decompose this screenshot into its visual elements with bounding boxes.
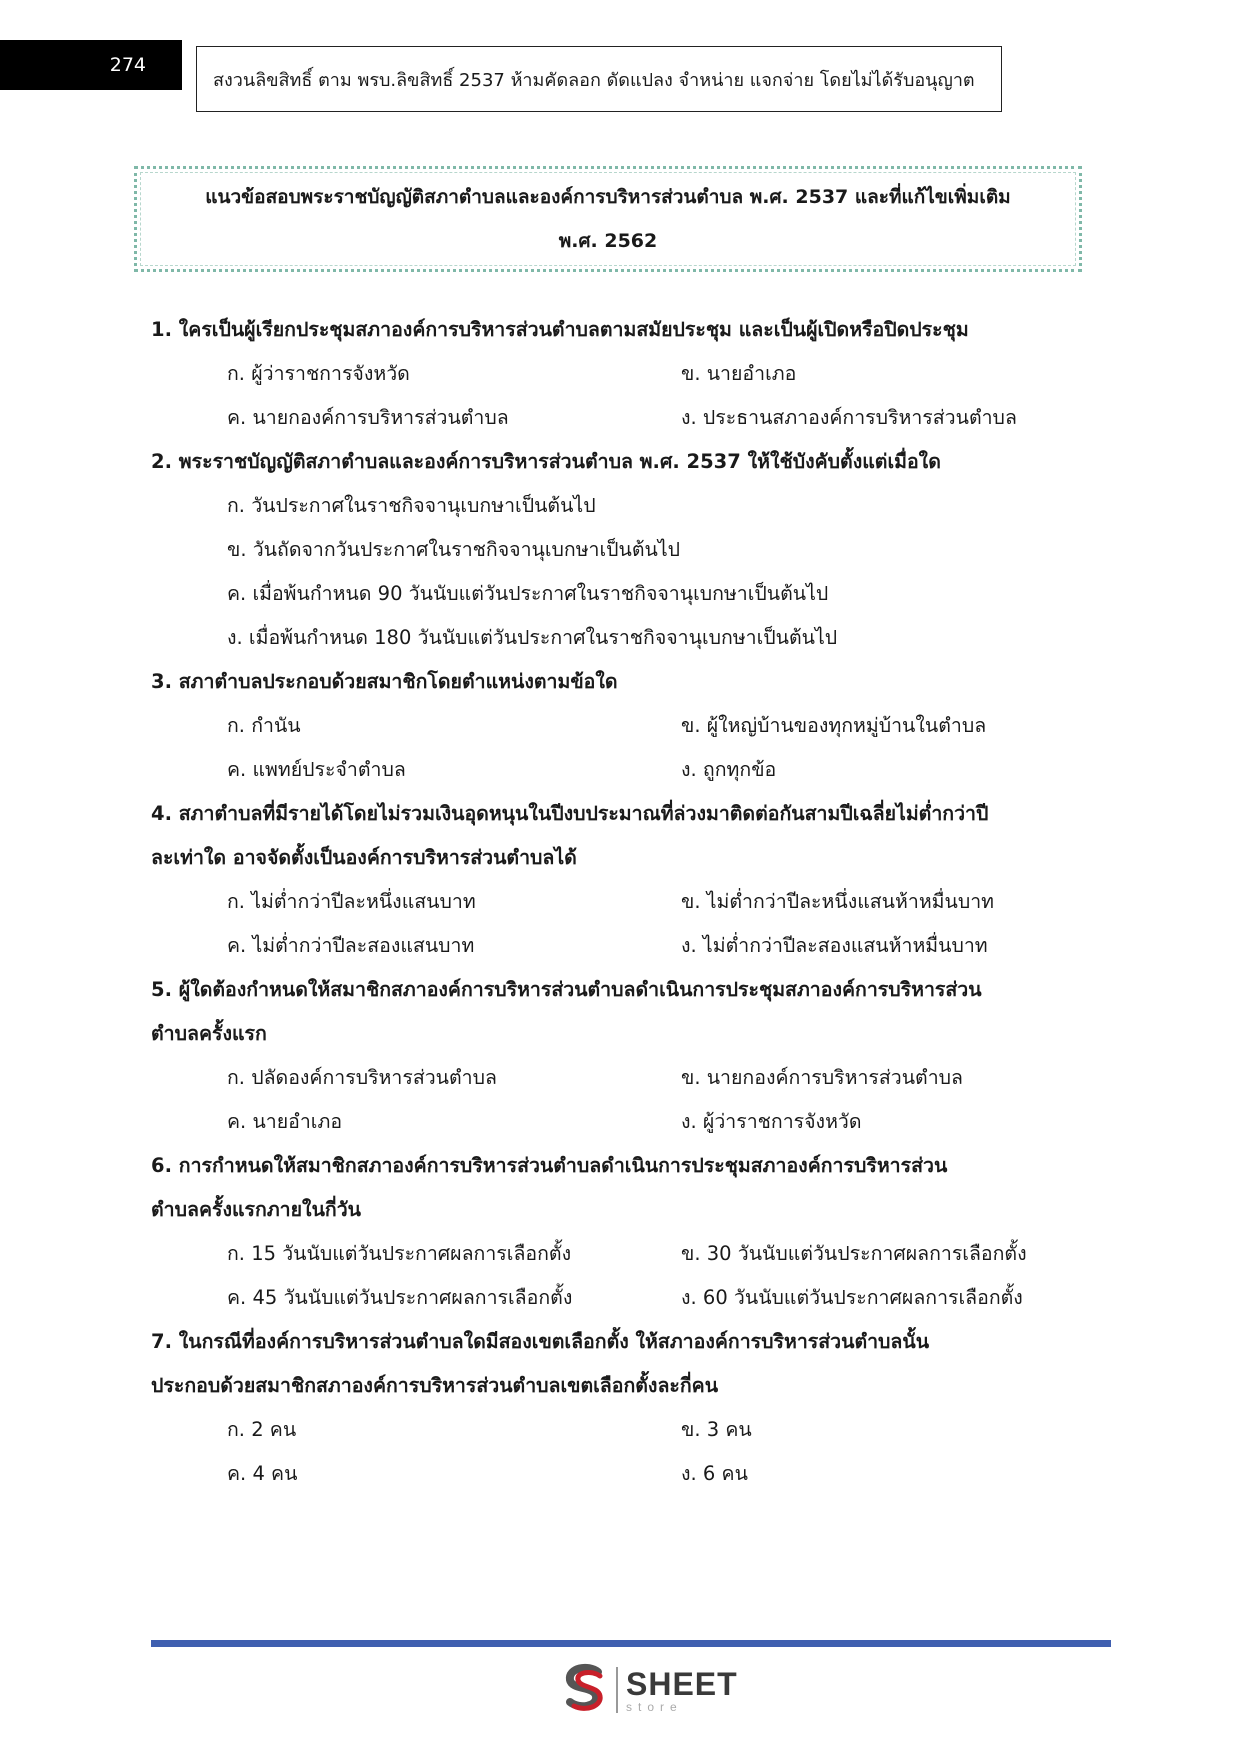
option: ง. เมื่อพ้นกำหนด 180 วันนับแต่วันประกาศในราชกิจจานุเบกษาเป็นต้นไป — [227, 626, 838, 649]
section-title-box — [134, 166, 1082, 272]
option: ค. เมื่อพ้นกำหนด 90 วันนับแต่วันประกาศในราชกิจจานุเบกษาเป็นต้นไป — [227, 582, 829, 605]
option-row — [151, 748, 1071, 792]
question-text-continued: ตำบลครั้งแรกภายในกี่วัน — [151, 1198, 361, 1221]
option: ข. ผู้ใหญ่บ้านของทุกหมู่บ้านในตำบล — [681, 714, 987, 737]
question-text: 5. ผู้ใดต้องกำหนดให้สมาชิกสภาองค์การบริหารส่วนตำบลดำเนินการประชุมสภาองค์การบริหารส่วน — [151, 978, 982, 1001]
option: ข. วันถัดจากวันประกาศในราชกิจจานุเบกษาเป็นต้นไป — [227, 538, 681, 561]
option: ง. ไม่ต่ำกว่าปีละสองแสนห้าหมื่นบาท — [681, 934, 988, 957]
option: ก. ผู้ว่าราชการจังหวัด — [227, 362, 410, 385]
option: ค. แพทย์ประจำตำบล — [227, 758, 406, 781]
option: ข. นายอำเภอ — [681, 362, 797, 385]
option: ง. 6 คน — [681, 1462, 748, 1485]
question-text-continued: ประกอบด้วยสมาชิกสภาองค์การบริหารส่วนตำบลเขตเลือกตั้งละกี่คน — [151, 1374, 719, 1397]
question-text: 4. สภาตำบลที่มีรายได้โดยไม่รวมเงินอุดหนุนในปีงบประมาณที่ล่วงมาติดต่อกันสามปีเฉลี่ยไม่ต่ำกว่าปี — [151, 802, 989, 825]
logo-text — [626, 1665, 738, 1714]
question-text: 1. ใครเป็นผู้เรียกประชุมสภาองค์การบริหารส่วนตำบลตามสมัยประชุม และเป็นผู้เปิดหรือปิดประชุม — [151, 318, 969, 341]
question-text: 7. ในกรณีที่องค์การบริหารส่วนตำบลใดมีสองเขตเลือกตั้ง ให้สภาองค์การบริหารส่วนตำบลนั้น — [151, 1330, 930, 1353]
option: ก. ปลัดองค์การบริหารส่วนตำบล — [227, 1066, 497, 1089]
option: ง. ประธานสภาองค์การบริหารส่วนตำบล — [681, 406, 1017, 429]
section-title-line-2: พ.ศ. 2562 — [558, 230, 658, 252]
option: ก. 2 คน — [227, 1418, 297, 1441]
option: ค. นายอำเภอ — [227, 1110, 343, 1133]
footer-rule — [151, 1640, 1111, 1647]
option: ก. ไม่ต่ำกว่าปีละหนึ่งแสนบาท — [227, 890, 476, 913]
question-text: 6. การกำหนดให้สมาชิกสภาองค์การบริหารส่วนตำบลดำเนินการประชุมสภาองค์การบริหารส่วน — [151, 1154, 948, 1177]
option: ข. 30 วันนับแต่วันประกาศผลการเลือกตั้ง — [681, 1242, 1027, 1265]
option: ก. วันประกาศในราชกิจจานุเบกษาเป็นต้นไป — [227, 494, 596, 517]
question-text-continued: ตำบลครั้งแรก — [151, 1022, 267, 1045]
option-row — [151, 1100, 1071, 1144]
page-number: 274 — [0, 40, 182, 90]
option-row — [151, 880, 1071, 924]
question-text: 3. สภาตำบลประกอบด้วยสมาชิกโดยตำแหน่งตามข้อใด — [151, 670, 618, 693]
option: ง. ถูกทุกข้อ — [681, 758, 777, 781]
question-text: 2. พระราชบัญญัติสภาตำบลและองค์การบริหารส่วนตำบล พ.ศ. 2537 ให้ใช้บังคับตั้งแต่เมื่อใด — [151, 450, 941, 473]
logo-sub-text: store — [626, 1699, 683, 1714]
option: ก. 15 วันนับแต่วันประกาศผลการเลือกตั้ง — [227, 1242, 572, 1265]
option: ง. 60 วันนับแต่วันประกาศผลการเลือกตั้ง — [681, 1286, 1023, 1309]
option-row — [151, 352, 1071, 396]
option-row — [151, 1232, 1071, 1276]
option: ข. นายกองค์การบริหารส่วนตำบล — [681, 1066, 963, 1089]
option-row — [151, 1276, 1071, 1320]
option: ก. กำนัน — [227, 714, 301, 737]
sheet-store-logo — [558, 1660, 738, 1720]
s-swirl-logo-icon — [558, 1662, 610, 1718]
option: ค. 45 วันนับแต่วันประกาศผลการเลือกตั้ง — [227, 1286, 573, 1309]
option-row — [151, 704, 1071, 748]
copyright-notice: สงวนลิขสิทธิ์ ตาม พรบ.ลิขสิทธิ์ 2537 ห้ามคัดลอก ดัดแปลง จำหน่าย แจกจ่าย โดยไม่ได้รับอนุญาต — [196, 46, 1002, 112]
option-row — [151, 1452, 1071, 1496]
logo-separator — [616, 1667, 618, 1713]
option: ข. ไม่ต่ำกว่าปีละหนึ่งแสนห้าหมื่นบาท — [681, 890, 995, 913]
option: ข. 3 คน — [681, 1418, 752, 1441]
option: ค. นายกองค์การบริหารส่วนตำบล — [227, 406, 509, 429]
option-row — [151, 1056, 1071, 1100]
option: ค. 4 คน — [227, 1462, 298, 1485]
option: ง. ผู้ว่าราชการจังหวัด — [681, 1110, 862, 1133]
option-row — [151, 396, 1071, 440]
option: ค. ไม่ต่ำกว่าปีละสองแสนบาท — [227, 934, 475, 957]
section-title-line-1: แนวข้อสอบพระราชบัญญัติสภาตำบลและองค์การบริหารส่วนตำบล พ.ศ. 2537 และที่แก้ไขเพิ่มเติม — [205, 186, 1011, 208]
option-row — [151, 1408, 1071, 1452]
question-text-continued: ละเท่าใด อาจจัดตั้งเป็นองค์การบริหารส่วนตำบลได้ — [151, 846, 577, 869]
question-list — [151, 308, 1071, 1496]
option-row — [151, 924, 1071, 968]
logo-main-text: SHEET — [626, 1665, 738, 1702]
